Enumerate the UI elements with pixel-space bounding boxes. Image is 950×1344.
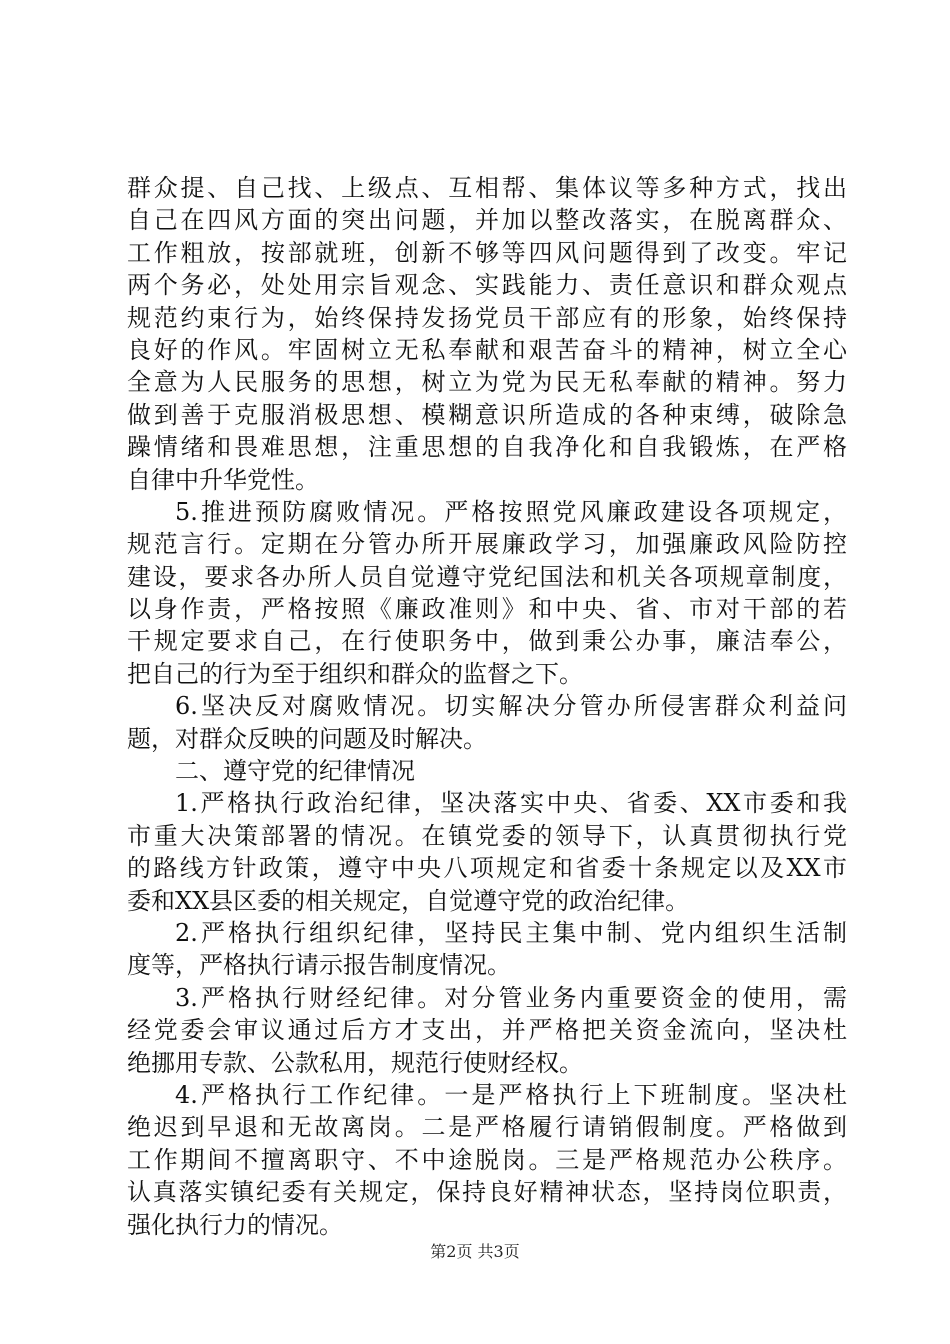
- text-line: 经党委会审议通过后方才支出，并严格把关资金流向，坚决杜: [127, 1016, 847, 1045]
- text-line: 良好的作风。牢固树立无私奉献和艰苦奋斗的精神，树立全心: [127, 335, 847, 364]
- paragraph-start-line: 5.推进预防腐败情况。严格按照党风廉政建设各项规定，: [175, 497, 847, 526]
- text-line: 自律中升华党性。: [127, 465, 319, 494]
- text-line: 群众提、自己找、上级点、互相帮、集体议等多种方式，找出: [127, 174, 847, 202]
- text-line: 以身作责，严格按照《廉政准则》和中央、省、市对干部的若: [127, 595, 847, 624]
- text-line: 绝挪用专款、公款私用，规范行使财经权。: [127, 1048, 583, 1077]
- text-line: 规范约束行为，始终保持发扬党员干部应有的形象，始终保持: [127, 303, 847, 332]
- text-line: 委和XX县区委的相关规定，自觉遵守党的政治纪律。: [127, 886, 690, 915]
- text-line: 度等，严格执行请示报告制度情况。: [127, 951, 511, 980]
- text-line: 干规定要求自己，在行使职务中，做到秉公办事，廉洁奉公，: [127, 627, 847, 656]
- page-number: 第2页 共3页: [430, 1242, 520, 1261]
- paragraph-start-line: 6.坚决反对腐败情况。切实解决分管办所侵害群众利益问: [175, 692, 847, 721]
- text-line: 题，对群众反映的问题及时解决。: [127, 724, 487, 753]
- text-line: 躁情绪和畏难思想，注重思想的自我净化和自我锻炼，在严格: [127, 433, 847, 462]
- paragraph-start-line: 2.严格执行组织纪律，坚持民主集中制、党内组织生活制: [175, 918, 847, 947]
- text-line: 认真落实镇纪委有关规定，保持良好精神状态，坚持岗位职责，: [127, 1178, 847, 1207]
- text-line: 全意为人民服务的思想，树立为党为民无私奉献的精神。努力: [127, 368, 847, 397]
- section-heading: 二、遵守党的纪律情况: [175, 757, 415, 786]
- paragraph-start-line: 4.严格执行工作纪律。一是严格执行上下班制度。坚决杜: [175, 1080, 847, 1109]
- text-line: 两个务必，处处用宗旨观念、实践能力、责任意识和群众观点: [127, 271, 847, 300]
- text-line: 强化执行力的情况。: [127, 1210, 343, 1239]
- text-line: 做到善于克服消极思想、模糊意识所造成的各种束缚，破除急: [127, 400, 847, 429]
- paragraph-start-line: 1.严格执行政治纪律，坚决落实中央、省委、XX市委和我: [175, 789, 847, 818]
- text-line: 规范言行。定期在分管办所开展廉政学习，加强廉政风险防控: [127, 530, 847, 559]
- text-line: 工作期间不擅离职守、不中途脱岗。三是严格规范办公秩序。: [127, 1145, 847, 1174]
- document-body: [127, 172, 847, 1241]
- text-line: 的路线方针政策，遵守中央八项规定和省委十条规定以及XX市: [127, 854, 847, 883]
- text-line: 绝迟到早退和无故离岗。二是严格履行请销假制度。严格做到: [127, 1113, 847, 1142]
- text-line: 工作粗放，按部就班，创新不够等四风问题得到了改变。牢记: [127, 238, 847, 267]
- text-line: 建设，要求各办所人员自觉遵守党纪国法和机关各项规章制度，: [127, 562, 847, 591]
- paragraph-start-line: 3.严格执行财经纪律。对分管业务内重要资金的使用，需: [175, 983, 847, 1012]
- text-line: 市重大决策部署的情况。在镇党委的领导下，认真贯彻执行党: [127, 821, 847, 850]
- text-line: 把自己的行为至于组织和群众的监督之下。: [127, 659, 583, 688]
- text-line: 自己在四风方面的突出问题，并加以整改落实，在脱离群众、: [127, 206, 847, 235]
